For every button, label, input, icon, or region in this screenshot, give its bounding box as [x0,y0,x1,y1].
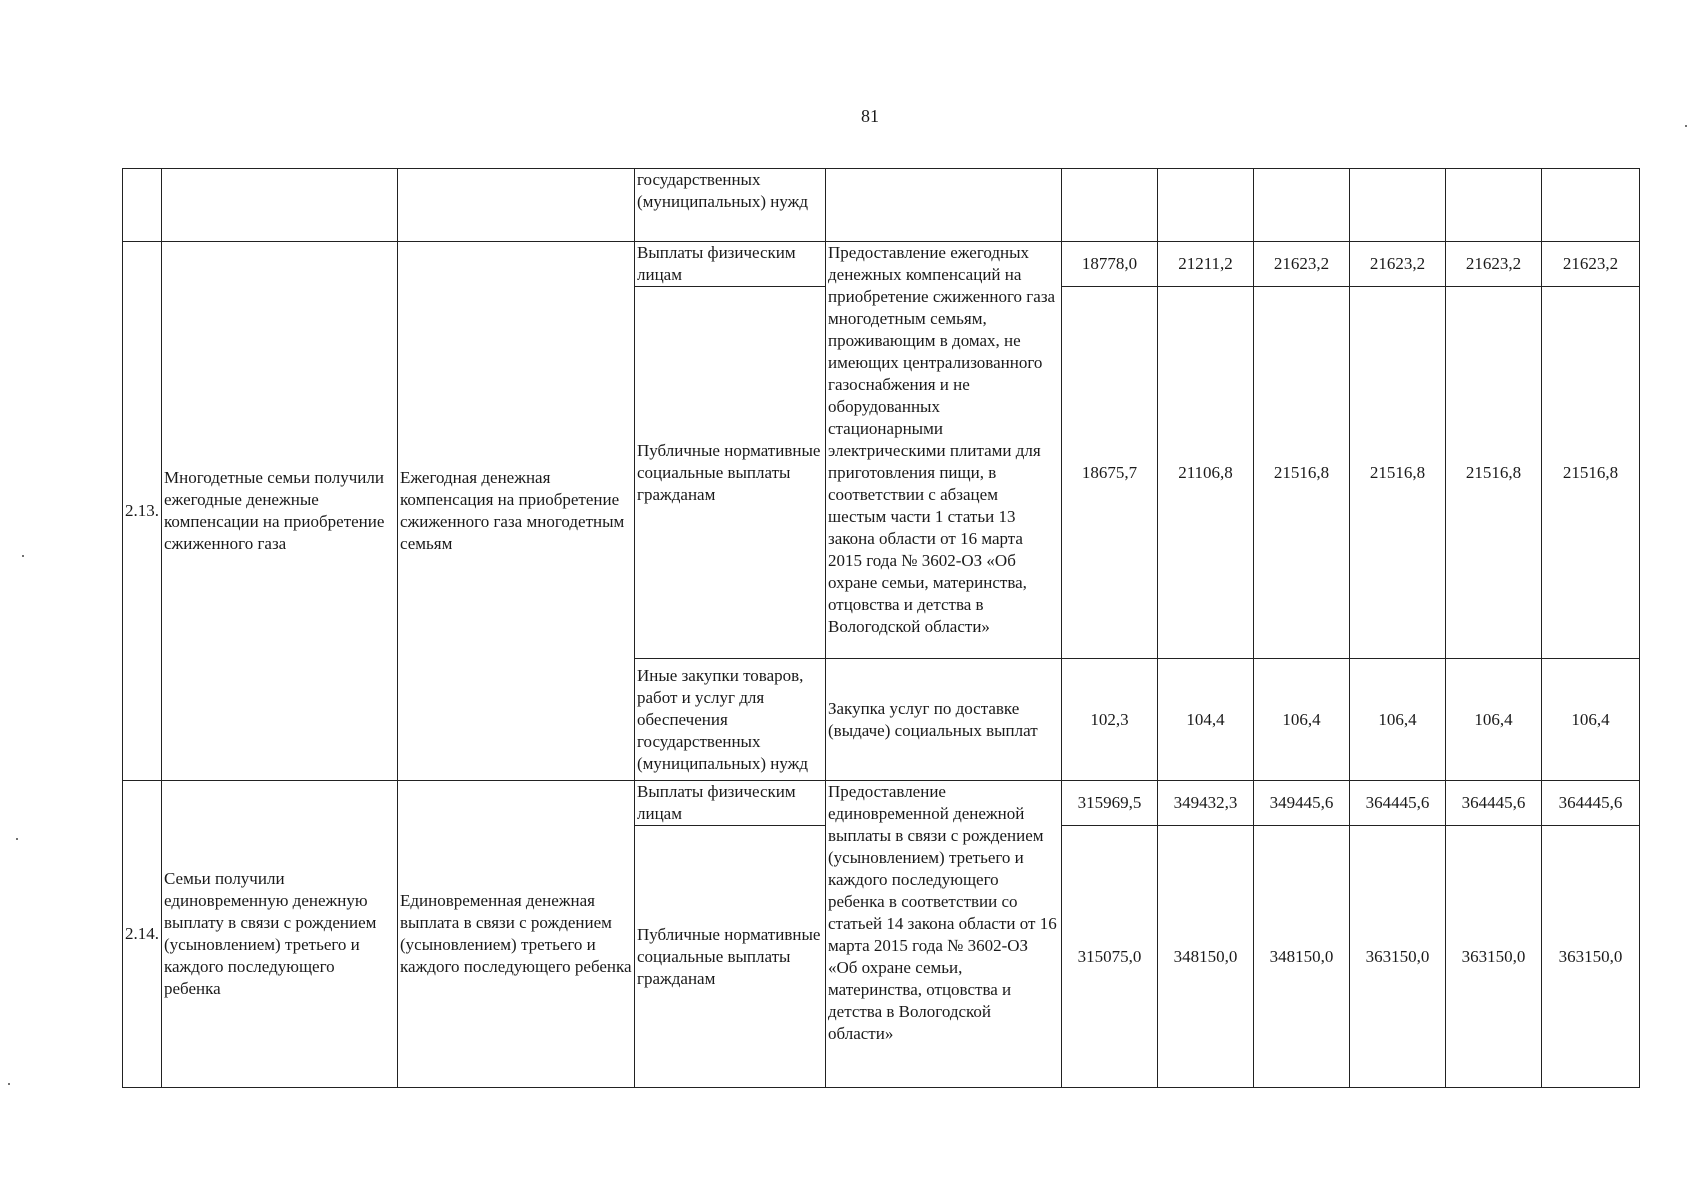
description-cell: Закупка услуг по доставке (выдаче) социальных выплат [826,659,1062,781]
page-number: 81 [861,106,879,126]
value-cell: 315075,0 [1062,826,1158,1088]
value-cell: 106,4 [1446,659,1542,781]
value-cell: 21106,8 [1158,287,1254,659]
table-row [123,781,1640,826]
value-cell: 364445,6 [1350,781,1446,826]
value-cell: 315969,5 [1062,781,1158,826]
scan-speck [8,1083,10,1085]
description-cell: Предоставление единовременной денежной выплаты в связи с рождением (усыновлением) третьего и каждого последующего ребенка в соответствии со статьей 14 закона области от 16 марта 2015 года № 3602-ОЗ «Об охране семьи, материнства, отцовства и детства в Вологодской области» [826,781,1062,1088]
value-cell: 102,3 [1062,659,1158,781]
value-cell: 106,4 [1254,659,1350,781]
value-cell: 21516,8 [1446,287,1542,659]
expense-type-cell: государственных (муниципальных) нужд [635,169,826,242]
description-cell: Предоставление ежегодных денежных компенсаций на приобретение сжиженного газа многодетным семьям, проживающим в домах, не имеющих централизованного газоснабжения и не оборудованных стационарными электрическими плитами для приготовления пищи, в соответствии с абзацем шестым части 1 статьи 13 закона области от 16 марта 2015 года № 3602-ОЗ «Об охране семьи, материнства, отцовства и детства в Вологодской области» [826,242,1062,659]
value-cell: 18675,7 [1062,287,1158,659]
value-cell: 363150,0 [1350,826,1446,1088]
result-cell [162,169,398,242]
value-cell [1062,169,1158,242]
value-cell: 21516,8 [1542,287,1640,659]
value-cell: 21623,2 [1542,242,1640,287]
result-cell: Многодетные семьи получили ежегодные денежные компенсации на приобретение сжиженного газа [162,242,398,781]
value-cell: 106,4 [1350,659,1446,781]
measure-cell: Ежегодная денежная компенсация на приобретение сжиженного газа многодетным семьям [398,242,635,781]
value-cell: 18778,0 [1062,242,1158,287]
expense-type-cell: Выплаты физическим лицам [635,781,826,826]
value-cell [1446,169,1542,242]
value-cell: 349432,3 [1158,781,1254,826]
table-row [123,242,1640,287]
expense-type-cell: Публичные нормативные социальные выплаты гражданам [635,287,826,659]
scan-speck [1685,125,1687,127]
result-cell: Семьи получили единовременную денежную выплату в связи с рождением (усыновлением) третьего и каждого последующего ребенка [162,781,398,1088]
measure-cell: Единовременная денежная выплата в связи с рождением (усыновлением) третьего и каждого последующего ребенка [398,781,635,1088]
value-cell: 21623,2 [1254,242,1350,287]
value-cell: 104,4 [1158,659,1254,781]
expense-type-cell: Выплаты физическим лицам [635,242,826,287]
value-cell: 21211,2 [1158,242,1254,287]
table-row [123,169,1640,242]
expense-type-cell: Иные закупки товаров, работ и услуг для обеспечения государственных (муниципальных) нужд [635,659,826,781]
value-cell: 348150,0 [1158,826,1254,1088]
measure-cell [398,169,635,242]
value-cell: 21623,2 [1350,242,1446,287]
scan-speck [16,838,18,840]
value-cell: 348150,0 [1254,826,1350,1088]
value-cell: 349445,6 [1254,781,1350,826]
value-cell: 106,4 [1542,659,1640,781]
description-cell [826,169,1062,242]
value-cell: 363150,0 [1542,826,1640,1088]
value-cell: 21623,2 [1446,242,1542,287]
value-cell [1254,169,1350,242]
value-cell: 364445,6 [1446,781,1542,826]
value-cell [1158,169,1254,242]
row-index: 2.14. [123,781,162,1088]
value-cell: 363150,0 [1446,826,1542,1088]
row-index: 2.13. [123,242,162,781]
value-cell: 21516,8 [1350,287,1446,659]
value-cell: 364445,6 [1542,781,1640,826]
value-cell: 21516,8 [1254,287,1350,659]
index-cell [123,169,162,242]
budget-table [122,168,1640,1088]
value-cell [1350,169,1446,242]
value-cell [1542,169,1640,242]
expense-type-cell: Публичные нормативные социальные выплаты гражданам [635,826,826,1088]
scan-speck [22,555,24,557]
